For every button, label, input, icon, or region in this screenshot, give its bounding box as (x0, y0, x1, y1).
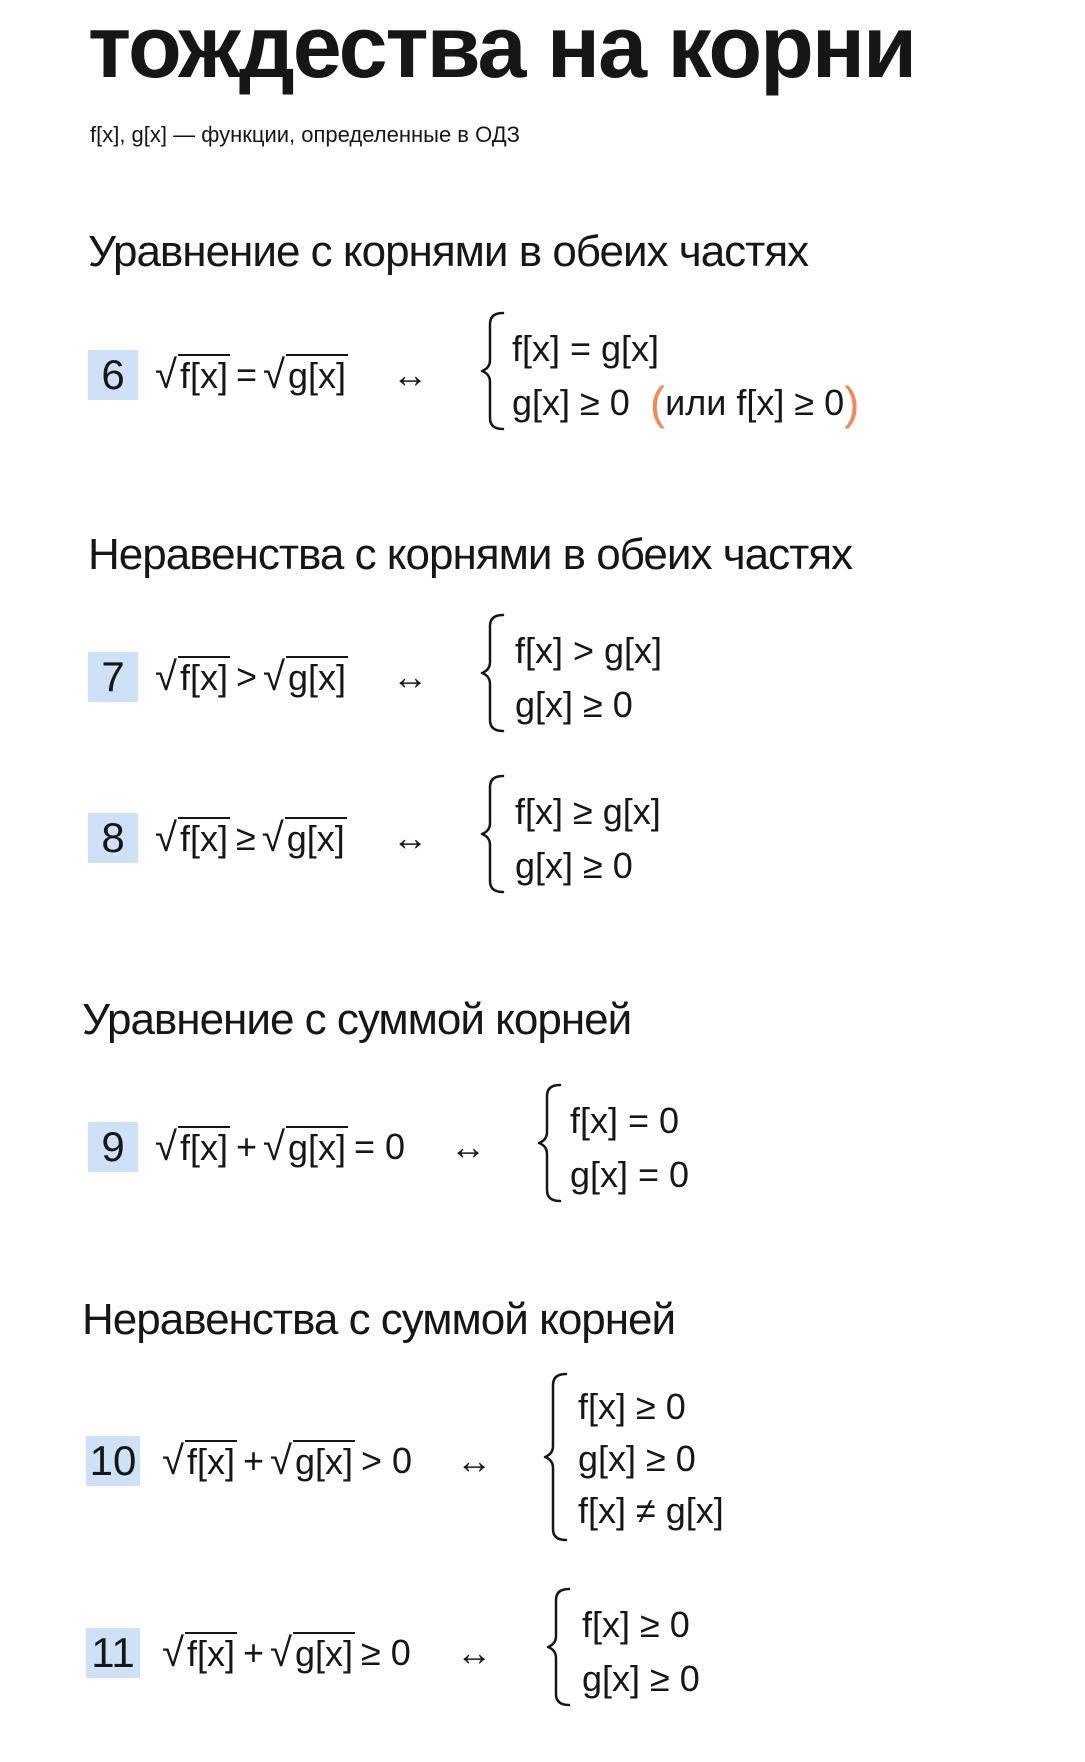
identity-number-badge: 9 (88, 1122, 138, 1172)
lhs-operator: + (242, 1632, 264, 1673)
system-line: g[x] ≥ 0 (582, 1658, 700, 1699)
identity-number-badge: 6 (88, 350, 138, 400)
identity-lhs (155, 350, 348, 400)
equivalent-system (570, 1094, 689, 1202)
sqrt-icon: √ (263, 353, 285, 397)
section-title-inequality-sum-of-roots: Неравенства с суммой корней (82, 1295, 676, 1344)
identity-lhs (162, 1628, 417, 1678)
sqrt-g: √ g[x] (270, 1439, 353, 1483)
curly-brace-icon (535, 1082, 565, 1204)
section-title-inequality-roots-both-sides: Неравенства с корнями в обеих частях (88, 530, 853, 579)
identity-number-badge: 7 (88, 652, 138, 702)
sqrt-f: √ f[x] (155, 353, 228, 397)
section-title-equation-roots-both-sides: Уравнение с корнями в обеих частях (88, 227, 809, 276)
system-line: g[x] ≥ 0 (или f[x] ≥ 0) (512, 377, 860, 429)
system-line: f[x] > g[x] (515, 630, 663, 671)
equivalence-arrow-icon: ↔ (392, 817, 428, 858)
equivalent-system (515, 785, 661, 893)
identity-lhs (155, 652, 348, 702)
sqrt-f: √ f[x] (155, 816, 228, 860)
equivalence-arrow-icon: ↔ (392, 656, 428, 697)
system-line: f[x] ≥ g[x] (515, 791, 661, 832)
lhs-operator: = (235, 354, 257, 395)
sqrt-icon: √ (162, 1439, 184, 1483)
sqrt-g: √ g[x] (263, 1125, 346, 1169)
curly-brace-icon (541, 1371, 571, 1543)
lhs-tail: > 0 (360, 1440, 413, 1481)
sqrt-g: √ g[x] (261, 816, 345, 860)
sqrt-icon: √ (155, 353, 177, 397)
system-line: g[x] = 0 (570, 1154, 690, 1195)
equivalent-system (582, 1598, 700, 1706)
orange-paren-close: ) (844, 377, 860, 429)
curly-brace-icon (478, 773, 508, 895)
equivalence-arrow-icon: ↔ (456, 1440, 492, 1481)
sqrt-icon: √ (155, 816, 177, 860)
page-title: тождества на корни (88, 0, 916, 96)
identity-number-badge: 11 (86, 1628, 140, 1678)
sqrt-icon: √ (155, 655, 177, 699)
system-line: g[x] ≥ 0 (515, 684, 633, 725)
curly-brace-icon (478, 310, 508, 432)
sqrt-f: √ f[x] (155, 655, 228, 699)
equivalent-system (512, 322, 860, 430)
system-line: f[x] = 0 (570, 1100, 680, 1141)
identity-lhs (155, 1122, 411, 1172)
identity-number-badge: 8 (88, 813, 138, 863)
equivalence-arrow-icon: ↔ (456, 1632, 492, 1673)
lhs-operator: + (235, 1126, 257, 1167)
curly-brace-icon (544, 1586, 574, 1708)
sqrt-icon: √ (162, 1631, 184, 1675)
sqrt-f: √ f[x] (162, 1439, 235, 1483)
sqrt-icon: √ (261, 816, 284, 860)
page-subtitle: f[x], g[x] — функции, определенные в ОДЗ (90, 122, 520, 147)
lhs-operator: ≥ (235, 817, 256, 858)
equivalent-system (515, 624, 662, 732)
sqrt-f: √ f[x] (162, 1631, 235, 1675)
sqrt-icon: √ (263, 655, 285, 699)
system-line: g[x] ≥ 0 (515, 845, 633, 886)
equivalence-arrow-icon: ↔ (392, 354, 428, 395)
equivalence-arrow-icon: ↔ (450, 1126, 486, 1167)
lhs-tail: ≥ 0 (360, 1632, 411, 1673)
sqrt-g: √ g[x] (263, 655, 346, 699)
sqrt-icon: √ (155, 1125, 177, 1169)
system-line: f[x] ≥ 0 (582, 1604, 690, 1645)
lhs-operator: + (242, 1440, 264, 1481)
equivalent-system (578, 1381, 724, 1537)
sqrt-g: √ g[x] (270, 1631, 353, 1675)
lhs-tail: = 0 (353, 1126, 406, 1167)
system-line: f[x] ≠ g[x] (578, 1490, 724, 1531)
orange-paren-open: ( (649, 377, 666, 429)
sqrt-icon: √ (263, 1125, 285, 1169)
section-title-equation-sum-of-roots: Уравнение с суммой корней (82, 995, 632, 1044)
identity-lhs (155, 813, 347, 863)
sqrt-icon: √ (270, 1631, 292, 1675)
system-line: g[x] ≥ 0 (578, 1438, 696, 1479)
system-line: f[x] = g[x] (512, 328, 660, 369)
curly-brace-icon (478, 612, 508, 734)
identity-number-badge: 10 (86, 1436, 140, 1486)
identity-lhs (162, 1436, 418, 1486)
system-line: f[x] ≥ 0 (578, 1386, 686, 1427)
sqrt-f: √ f[x] (155, 1125, 228, 1169)
alternative-condition: или f[x] ≥ 0 (665, 382, 845, 423)
sqrt-g: √ g[x] (263, 353, 346, 397)
lhs-operator: > (235, 656, 257, 697)
sqrt-icon: √ (270, 1439, 292, 1483)
